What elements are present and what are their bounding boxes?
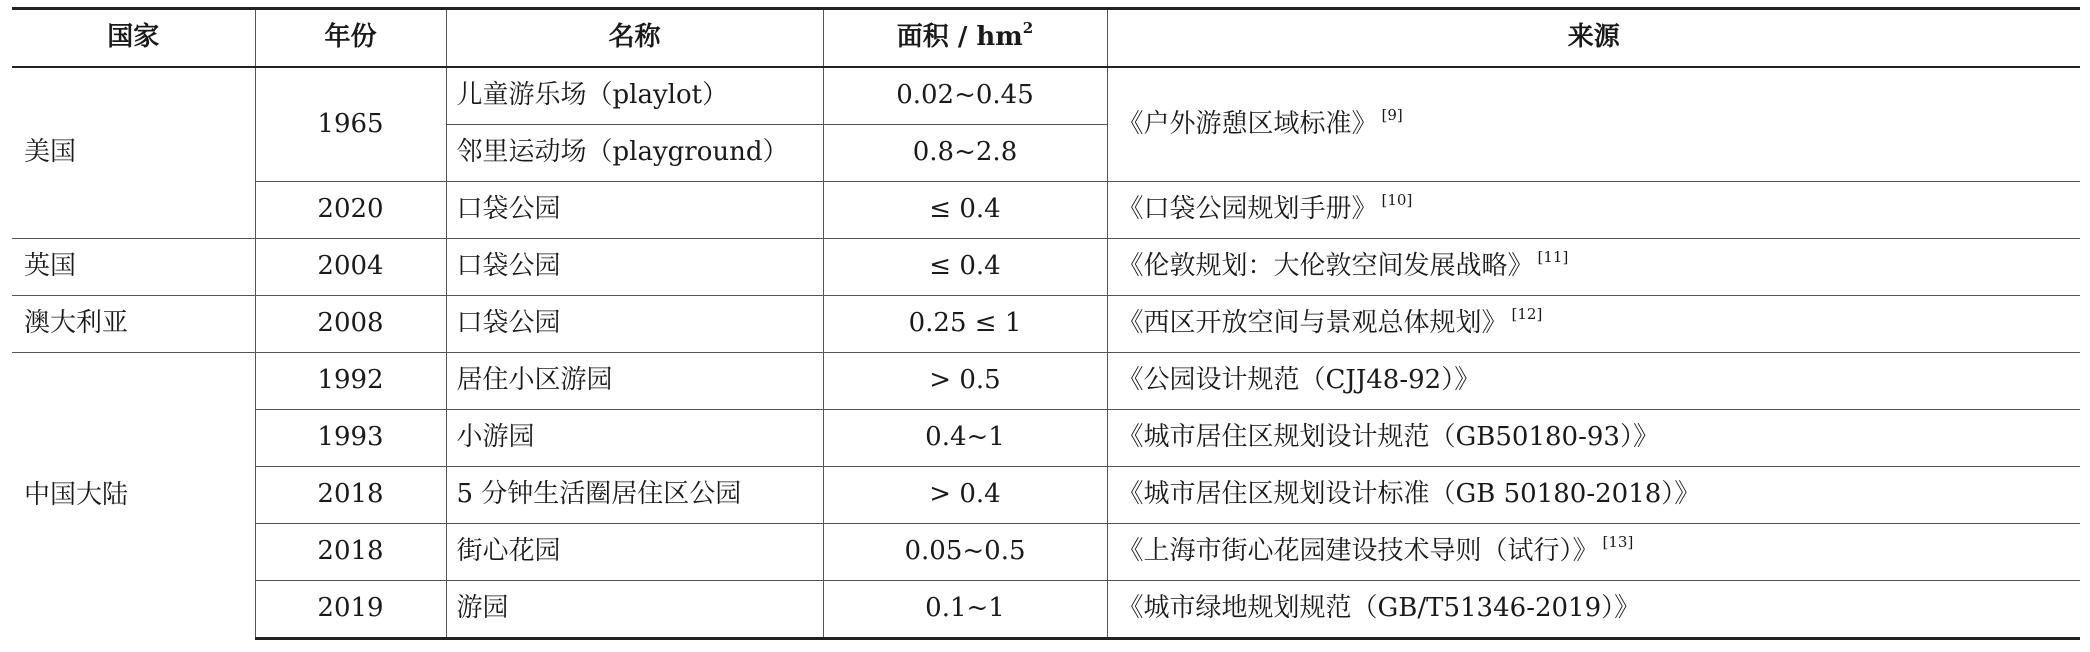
area-cell: ≤ 0.4	[823, 182, 1107, 239]
source-text: 《西区开放空间与景观总体规划》	[1117, 308, 1508, 339]
year-cell: 1965	[255, 67, 446, 182]
header-area-label: 面积 / hm	[896, 22, 1023, 53]
source-cell	[1107, 581, 2080, 639]
year-cell: 2018	[255, 524, 446, 581]
source-text: 《户外游憩区域标准》	[1117, 108, 1378, 139]
year-cell: 2004	[255, 239, 446, 296]
year-cell: 2018	[255, 467, 446, 524]
name-cell: 口袋公园	[446, 182, 823, 239]
source-cell	[1107, 410, 2080, 467]
source-text: 《伦敦规划：大伦敦空间发展战略》	[1117, 251, 1534, 282]
header-area-sup: 2	[1022, 19, 1034, 38]
year-cell: 2008	[255, 296, 446, 353]
source-text: 《城市绿地规划规范（GB/T51346-2019）》	[1117, 593, 1641, 624]
table-row	[12, 67, 2080, 125]
table-container	[12, 7, 2080, 640]
name-cell: 口袋公园	[446, 296, 823, 353]
year-cell: 2019	[255, 581, 446, 639]
source-cell	[1107, 296, 2080, 353]
country-cell: 美国	[12, 67, 255, 239]
table-row	[12, 353, 2080, 410]
table-row	[12, 182, 2080, 239]
area-cell: ≤ 0.4	[823, 239, 1107, 296]
reference-mark: [13]	[1602, 533, 1634, 552]
table-row	[12, 467, 2080, 524]
table-row	[12, 524, 2080, 581]
header-year: 年份	[255, 9, 446, 68]
pocket-park-table	[12, 7, 2080, 640]
area-cell: > 0.4	[823, 467, 1107, 524]
table-row	[12, 239, 2080, 296]
name-cell: 小游园	[446, 410, 823, 467]
header-name: 名称	[446, 9, 823, 68]
reference-mark: [10]	[1381, 191, 1413, 210]
area-cell: 0.02~0.45	[823, 67, 1107, 125]
header-area	[823, 9, 1107, 68]
reference-mark: [11]	[1537, 248, 1569, 267]
table-row	[12, 296, 2080, 353]
source-cell	[1107, 67, 2080, 182]
table-row	[12, 410, 2080, 467]
table-row	[12, 581, 2080, 639]
source-cell	[1107, 353, 2080, 410]
year-cell: 2020	[255, 182, 446, 239]
name-cell: 口袋公园	[446, 239, 823, 296]
area-cell: 0.1~1	[823, 581, 1107, 639]
source-cell	[1107, 182, 2080, 239]
name-cell: 居住小区游园	[446, 353, 823, 410]
header-source: 来源	[1107, 9, 2080, 68]
header-row	[12, 9, 2080, 68]
source-text: 《城市居住区规划设计标准（GB 50180-2018）》	[1117, 479, 1701, 510]
area-cell: > 0.5	[823, 353, 1107, 410]
source-cell	[1107, 467, 2080, 524]
reference-mark: [12]	[1511, 305, 1543, 324]
source-text: 《公园设计规范（CJJ48-92）》	[1117, 365, 1481, 396]
country-cell: 中国大陆	[12, 353, 255, 639]
source-cell	[1107, 239, 2080, 296]
country-cell: 英国	[12, 239, 255, 296]
header-country: 国家	[12, 9, 255, 68]
name-cell: 5 分钟生活圈居住区公园	[446, 467, 823, 524]
name-cell: 儿童游乐场（playlot）	[446, 67, 823, 125]
source-text: 《上海市街心花园建设技术导则（试行）》	[1117, 536, 1599, 567]
year-cell: 1992	[255, 353, 446, 410]
source-cell	[1107, 524, 2080, 581]
source-text: 《城市居住区规划设计规范（GB50180-93）》	[1117, 422, 1659, 453]
country-cell: 澳大利亚	[12, 296, 255, 353]
area-cell: 0.4~1	[823, 410, 1107, 467]
area-cell: 0.8~2.8	[823, 125, 1107, 182]
name-cell: 街心花园	[446, 524, 823, 581]
year-cell: 1993	[255, 410, 446, 467]
reference-mark: [9]	[1381, 105, 1403, 124]
source-text: 《口袋公园规划手册》	[1117, 194, 1378, 225]
area-cell: 0.25 ≤ 1	[823, 296, 1107, 353]
area-cell: 0.05~0.5	[823, 524, 1107, 581]
name-cell: 游园	[446, 581, 823, 639]
name-cell: 邻里运动场（playground）	[446, 125, 823, 182]
